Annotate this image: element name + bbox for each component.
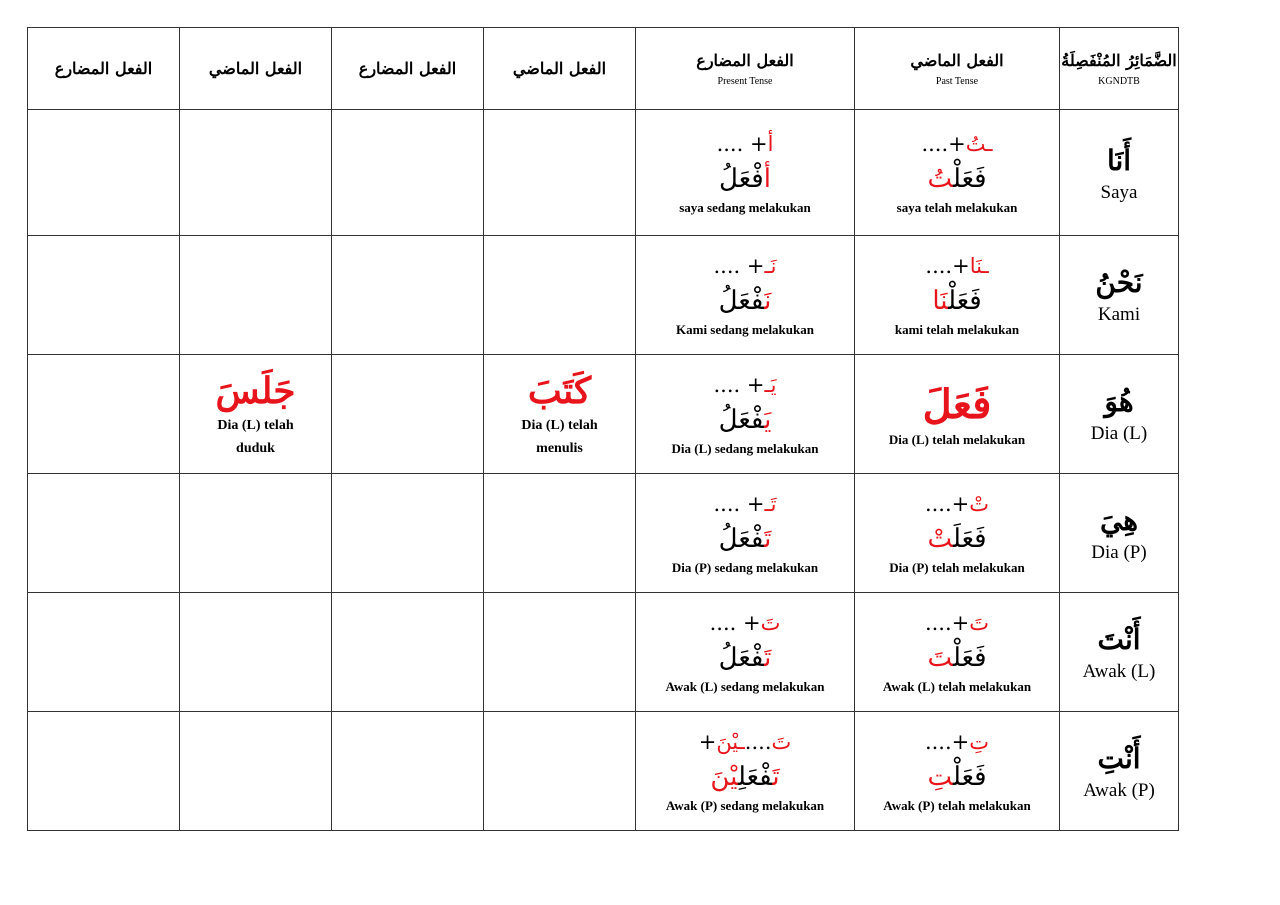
past-verb: فَعَلْتَ: [927, 643, 987, 673]
empty-cell: [180, 474, 332, 593]
present-verb: تَفْعَلُ: [718, 524, 772, 554]
empty-cell: [484, 236, 636, 355]
header-extra-present-2: الفعل المضارع: [28, 28, 180, 110]
table-row: [28, 355, 1179, 474]
present-cell: يَـ+ .... يَفْعَلُ Dia (L) sedang melakukan: [636, 355, 855, 474]
past-cell: ـتُ+.... فَعَلْتُ saya telah melakukan: [855, 110, 1060, 236]
present-verb: أفْعَلُ: [719, 163, 771, 194]
present-formula: نَـ+ ....: [713, 254, 777, 278]
pronoun-cell: هِيَ Dia (P): [1060, 474, 1179, 593]
pronoun-cell: أَنْتِ Awak (P): [1060, 712, 1179, 831]
present-cell: أ+ .... أفْعَلُ saya sedang melakukan: [636, 110, 855, 236]
past-formula: تْ+....: [924, 492, 990, 516]
empty-cell: [180, 593, 332, 712]
present-cell: تَ....ـيْنَ+ تَفْعَلِيْنَ Awak (P) sedang melakukan: [636, 712, 855, 831]
present-formula: تَ+ ....: [709, 611, 781, 635]
pronoun-cell: أَنْتَ Awak (L): [1060, 593, 1179, 712]
header-past: الفعل الماضي Past Tense: [855, 28, 1060, 110]
present-formula: أ+ ....: [716, 131, 774, 156]
past-cell: تْ+.... فَعَلَتْ Dia (P) telah melakukan: [855, 474, 1060, 593]
empty-cell: [28, 236, 180, 355]
empty-cell: [28, 110, 180, 236]
table-row: [28, 474, 1179, 593]
empty-cell: [484, 712, 636, 831]
header-present: الفعل المضارع Present Tense: [636, 28, 855, 110]
past-verb: فَعَلْتِ: [927, 762, 987, 792]
pronoun-cell: هُوَ Dia (L): [1060, 355, 1179, 474]
example-cell-kataba: كَتَبَ Dia (L) telah menulis: [484, 355, 636, 474]
empty-cell: [484, 593, 636, 712]
empty-cell: [28, 712, 180, 831]
empty-cell: [180, 712, 332, 831]
past-cell: ـنَا+.... فَعَلْنَا kami telah melakukan: [855, 236, 1060, 355]
empty-cell: [484, 110, 636, 236]
empty-cell: [28, 355, 180, 474]
empty-cell: [332, 236, 484, 355]
empty-cell: [180, 110, 332, 236]
past-verb: فَعَلْنَا: [932, 286, 982, 316]
present-verb: يَفْعَلُ: [718, 405, 772, 435]
header-extra-past-2: الفعل الماضي: [180, 28, 332, 110]
empty-cell: [28, 474, 180, 593]
pronoun-cell: أَنَا Saya: [1060, 110, 1179, 236]
present-verb: تَفْعَلُ: [718, 643, 772, 673]
table-row: [28, 712, 1179, 831]
header-pronoun: الضَّمَائِرُ المُنْفَصِلَةُ KGNDTB: [1060, 28, 1179, 110]
table-row: [28, 110, 1179, 236]
past-formula: ـتُ+....: [921, 131, 993, 156]
present-cell: نَـ+ .... نَفْعَلُ Kami sedang melakukan: [636, 236, 855, 355]
past-formula: تَ+....: [924, 611, 990, 635]
present-verb: تَفْعَلِيْنَ: [710, 762, 780, 792]
table-row: [28, 593, 1179, 712]
present-formula: تَـ+ ....: [713, 492, 777, 516]
header-extra-present-1: الفعل المضارع: [332, 28, 484, 110]
table-row: [28, 236, 1179, 355]
header-row: [28, 28, 1179, 110]
past-cell: تِ+.... فَعَلْتِ Awak (P) telah melakukan: [855, 712, 1060, 831]
past-cell: فَعَلَ Dia (L) telah melakukan: [855, 355, 1060, 474]
pronoun-cell: نَحْنُ Kami: [1060, 236, 1179, 355]
present-cell: تَ+ .... تَفْعَلُ Awak (L) sedang melakukan: [636, 593, 855, 712]
empty-cell: [332, 593, 484, 712]
empty-cell: [332, 712, 484, 831]
present-verb: نَفْعَلُ: [718, 286, 772, 316]
past-verb: فَعَلَتْ: [927, 524, 987, 554]
verb-conjugation-table: [27, 27, 1179, 831]
past-formula: ـنَا+....: [925, 254, 989, 278]
past-verb: فَعَلْتُ: [927, 163, 987, 194]
empty-cell: [484, 474, 636, 593]
empty-cell: [332, 355, 484, 474]
empty-cell: [332, 474, 484, 593]
example-cell-jalasa: جَلَسَ Dia (L) telah duduk: [180, 355, 332, 474]
past-formula: تِ+....: [924, 730, 990, 754]
empty-cell: [180, 236, 332, 355]
header-extra-past-1: الفعل الماضي: [484, 28, 636, 110]
present-formula: تَ....ـيْنَ+: [698, 730, 792, 754]
past-cell: تَ+.... فَعَلْتَ Awak (L) telah melakukan: [855, 593, 1060, 712]
present-cell: تَـ+ .... تَفْعَلُ Dia (P) sedang melakukan: [636, 474, 855, 593]
empty-cell: [332, 110, 484, 236]
empty-cell: [28, 593, 180, 712]
present-formula: يَـ+ ....: [713, 373, 777, 397]
